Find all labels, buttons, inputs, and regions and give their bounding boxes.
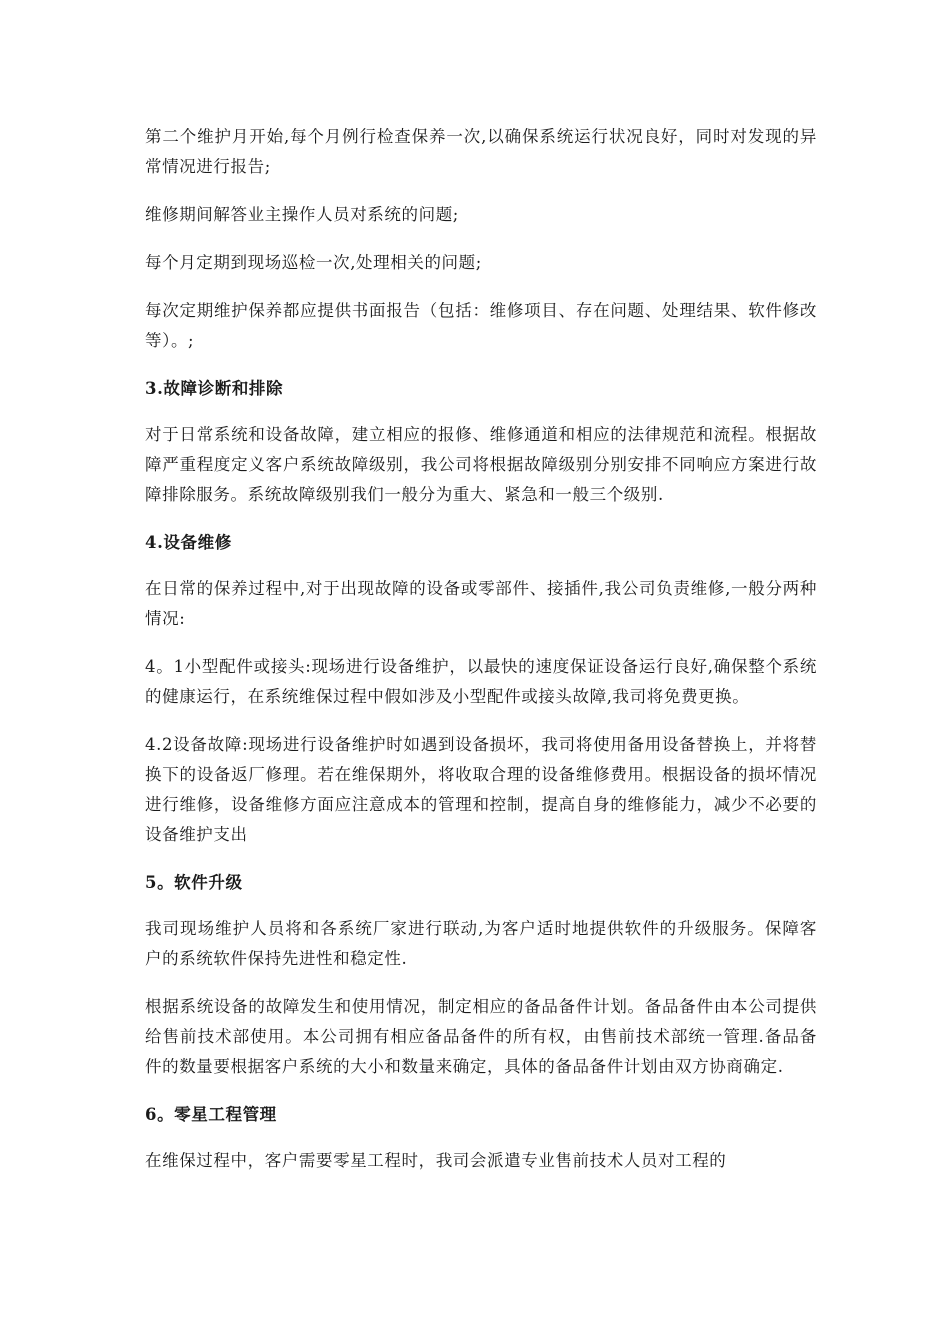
section-heading-minor-projects: 6。零星工程管理 bbox=[145, 1105, 277, 1124]
paragraph-equipment-failure: 4.2设备故障:现场进行设备维护时如遇到设备损坏，我司将使用备用设备替换上，并将替换下的设备返厂修理。若在维保期外，将收取合理的设备维修费用。根据设备的损坏情况进行维修，设备维修方面应注意成本的管理和控制，提高自身的维修能力，减少不必要的设备维护支出 bbox=[145, 735, 817, 844]
paragraph-fault-levels: 对于日常系统和设备故障，建立相应的报修、维修通道和相应的法律规范和流程。根据故障严重程度定义客户系统故障级别，我公司将根据故障级别分别安排不同响应方案进行故障排除服务。系统故障级别我们一般分为重大、紧急和一般三个级别. bbox=[145, 425, 817, 504]
section-heading-equipment-repair: 4.设备维修 bbox=[145, 533, 232, 552]
paragraph-small-parts: 4。1小型配件或接头:现场进行设备维护，以最快的速度保证设备运行良好,确保整个系统的健康运行，在系统维保过程中假如涉及小型配件或接头故障,我司将免费更换。 bbox=[145, 657, 817, 706]
paragraph-repair-intro: 在日常的保养过程中,对于出现故障的设备或零部件、接插件,我公司负责维修,一般分两种情况: bbox=[145, 579, 817, 628]
paragraph-monthly-inspection: 第二个维护月开始,每个月例行检查保养一次,以确保系统运行状况良好，同时对发现的异常情况进行报告; bbox=[145, 127, 817, 176]
paragraph-site-patrol: 每个月定期到现场巡检一次,处理相关的问题; bbox=[145, 253, 482, 272]
paragraph-minor-projects: 在维保过程中，客户需要零星工程时，我司会派遣专业售前技术人员对工程的 bbox=[145, 1151, 727, 1170]
paragraph-answer-questions: 维修期间解答业主操作人员对系统的问题; bbox=[145, 205, 459, 224]
paragraph-spare-parts: 根据系统设备的故障发生和使用情况，制定相应的备品备件计划。备品备件由本公司提供给售前技术部使用。本公司拥有相应备品备件的所有权，由售前技术部统一管理.备品备件的数量要根据客户系统的大小和数量来确定，具体的备品备件计划由双方协商确定. bbox=[145, 997, 817, 1076]
section-heading-fault-diagnosis: 3.故障诊断和排除 bbox=[145, 379, 284, 398]
section-heading-software-upgrade: 5。软件升级 bbox=[145, 873, 243, 892]
paragraph-written-report: 每次定期维护保养都应提供书面报告（包括：维修项目、存在问题、处理结果、软件修改等）。; bbox=[145, 301, 817, 350]
document-page bbox=[145, 122, 817, 1194]
paragraph-software-upgrade: 我司现场维护人员将和各系统厂家进行联动,为客户适时地提供软件的升级服务。保障客户的系统软件保持先进性和稳定性. bbox=[145, 919, 817, 968]
